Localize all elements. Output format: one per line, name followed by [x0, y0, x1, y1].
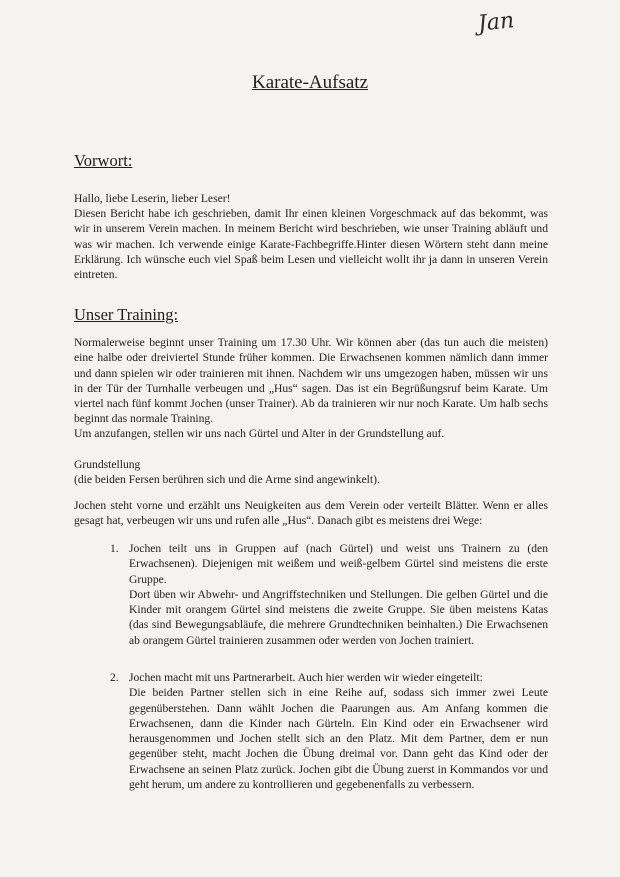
- list-item-text-1: Jochen teilt uns in Gruppen auf (nach Gürtel) und weist uns Trainern zu (den Erwachsenen). Diejenigen mit weißem und weiß-gelbem Gürtel sind meistens die erste Gruppe.: [129, 542, 548, 586]
- list-item-text-2: Dort üben wir Abwehr- und Angriffstechniken und Stellungen. Die gelben Gürtel und die Kinder mit orangem Gürtel sind meistens die zweite Gruppe. Sie üben meistens Katas (das sind Bewegungsabläufe, die mehrere Grundtechniken beinhalten.) Die Erwachsenen ab orangem Gürtel trainieren zusammen oder werden von Jochen trainiert.: [129, 587, 548, 647]
- list-item-number: 1.: [110, 542, 119, 555]
- handwritten-signature: Jan: [476, 8, 516, 37]
- grundstellung-label: Grundstellung: [74, 458, 141, 471]
- vorwort-greeting: Hallo, liebe Leserin, lieber Leser!: [74, 192, 231, 205]
- list-item-body: [129, 670, 548, 792]
- list-item-number: 2.: [110, 671, 119, 684]
- jochen-paragraph: Jochen steht vorne und erzählt uns Neuigkeiten aus dem Verein oder verteilt Blätter. Wenn er alles gesagt hat, verbeugen wir uns und rufen alle „Hus“. Danach gibt es meistens drei Wege:: [74, 499, 548, 528]
- grundstellung-description: (die beiden Fersen berühren sich und die Arme sind angewinkelt).: [74, 473, 380, 486]
- list-item-body: [129, 541, 548, 648]
- list-item-text-2: Die beiden Partner stellen sich in eine Reihe auf, sodass sich immer zwei Leute gegenüberstehen. Dann wählt Jochen die Paarungen aus. Am Anfang kommen die Erwachsenen, dann die Kinder nach Gürteln. Ein Kind oder ein Erwachsener wird herausgenommen und Jochen stellt sich an den Platz. Mit dem Partner, dem er nun gegenüber steht, macht Jochen die Übung dreimal vor. Dann geht das Kind oder der Erwachsene an seinen Platz zurück. Jochen gibt die Übung zuerst in Kommandos vor und geht herum, um andere zu kontrollieren und gegebenenfalls zu verbessern.: [129, 686, 548, 792]
- training-heading: Unser Training:: [74, 305, 179, 324]
- list-item-text-1: Jochen macht mit uns Partnerarbeit. Auch hier werden wir wieder eingeteilt:: [129, 671, 483, 684]
- training-intro-last: Um anzufangen, stellen wir uns nach Gürtel und Alter in der Grundstellung auf.: [74, 427, 445, 440]
- document-title: Karate-Aufsatz: [251, 72, 369, 93]
- vorwort-body: Diesen Bericht habe ich geschrieben, damit Ihr einen kleinen Vorgeschmack auf das bekommt, was wir in unserem Verein machen. In meinem Bericht wird beschrieben, wie unser Training abläuft und was wir machen. Ich verwende einige Karate-Fachbegriffe.Hinter diesen Wörtern steht dann meine Erklärung. Ich wünsche euch viel Spaß beim Lesen und vielleicht wollt ihr ja dann in unseren Verein eintreten.: [74, 207, 548, 282]
- training-intro: Normalerweise beginnt unser Training um 17.30 Uhr. Wir können aber (das tun auch die meisten) eine halbe oder dreiviertel Stunde früher kommen. Die Erwachsenen kommen nämlich dann immer und dann spielen wir oder trainieren mit ihnen. Nachdem wir uns umgezogen haben, müssen wir uns in der Tür der Turnhalle verbeugen und „Hus“ sagen. Das ist ein Begrüßungsruf beim Karate. Um viertel nach fünf kommt Jochen (unser Trainer). Ab da trainieren wir nur noch Karate. Um halb sechs beginnt das normale Training.: [74, 336, 548, 426]
- vorwort-heading: Vorwort:: [74, 151, 133, 170]
